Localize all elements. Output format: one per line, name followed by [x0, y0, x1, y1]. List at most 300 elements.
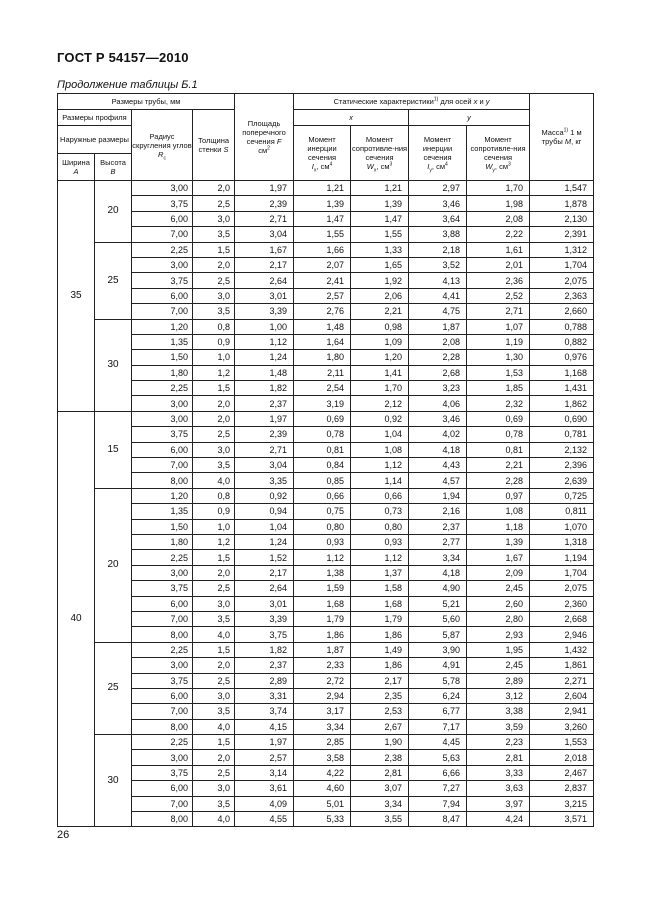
radius-cell: 8,00 [132, 812, 193, 827]
wx-cell: 1,14 [351, 473, 409, 488]
iy-cell: 7,17 [409, 719, 467, 734]
wx-cell: 2,06 [351, 288, 409, 303]
table-row [58, 288, 594, 303]
radius-cell: 1,50 [132, 519, 193, 534]
wall-cell: 1,0 [193, 519, 235, 534]
table-row [58, 719, 594, 734]
mass-cell: 3,215 [530, 796, 594, 811]
ix-cell: 0,75 [294, 504, 351, 519]
wy-cell: 1,30 [467, 350, 530, 365]
iy-cell: 4,02 [409, 427, 467, 442]
wy-cell: 2,21 [467, 458, 530, 473]
table-row [58, 334, 594, 349]
table-row [58, 381, 594, 396]
table-row [58, 673, 594, 688]
wx-cell: 3,55 [351, 812, 409, 827]
table-row [58, 796, 594, 811]
area-cell: 3,01 [235, 288, 294, 303]
ix-cell: 0,69 [294, 411, 351, 426]
wy-cell: 2,28 [467, 473, 530, 488]
wy-cell: 2,60 [467, 596, 530, 611]
iy-cell: 4,06 [409, 396, 467, 411]
wy-cell: 3,38 [467, 704, 530, 719]
table-row [58, 488, 594, 503]
wall-cell: 2,5 [193, 273, 235, 288]
wx-cell: 1,90 [351, 735, 409, 750]
radius-cell: 2,25 [132, 381, 193, 396]
height-cell: 20 [95, 488, 132, 642]
ix-cell: 1,48 [294, 319, 351, 334]
area-cell: 3,39 [235, 611, 294, 626]
ix-cell: 3,19 [294, 396, 351, 411]
wx-cell: 2,17 [351, 673, 409, 688]
mass-cell: 2,391 [530, 227, 594, 242]
table-row [58, 211, 594, 226]
wx-cell: 1,86 [351, 627, 409, 642]
radius-cell: 1,80 [132, 365, 193, 380]
table-row [58, 411, 594, 426]
ix-cell: 2,11 [294, 365, 351, 380]
wy-cell: 1,67 [467, 550, 530, 565]
table-row [58, 242, 594, 257]
wall-cell: 2,0 [193, 411, 235, 426]
area-cell: 2,57 [235, 750, 294, 765]
wx-cell: 3,34 [351, 796, 409, 811]
ix-cell: 0,78 [294, 427, 351, 442]
area-cell: 2,89 [235, 673, 294, 688]
header-pipe-dimensions: Размеры трубы, мм [58, 94, 235, 110]
iy-cell: 2,28 [409, 350, 467, 365]
mass-cell: 1,704 [530, 565, 594, 580]
wy-cell: 0,97 [467, 488, 530, 503]
mass-cell: 2,075 [530, 581, 594, 596]
area-cell: 1,12 [235, 334, 294, 349]
radius-cell: 3,00 [132, 257, 193, 272]
mass-cell: 2,660 [530, 304, 594, 319]
mass-cell: 1,070 [530, 519, 594, 534]
wall-cell: 3,5 [193, 304, 235, 319]
radius-cell: 3,75 [132, 427, 193, 442]
area-cell: 4,55 [235, 812, 294, 827]
mass-cell: 2,360 [530, 596, 594, 611]
area-cell: 4,09 [235, 796, 294, 811]
area-cell: 3,31 [235, 688, 294, 703]
area-cell: 3,14 [235, 765, 294, 780]
wx-cell: 1,68 [351, 596, 409, 611]
area-cell: 2,17 [235, 257, 294, 272]
radius-cell: 3,00 [132, 565, 193, 580]
wall-cell: 0,9 [193, 334, 235, 349]
area-cell: 2,71 [235, 211, 294, 226]
ix-cell: 0,93 [294, 534, 351, 549]
ix-cell: 1,39 [294, 196, 351, 211]
wall-cell: 2,5 [193, 673, 235, 688]
ix-cell: 0,84 [294, 458, 351, 473]
iy-cell: 2,77 [409, 534, 467, 549]
ix-cell: 3,58 [294, 750, 351, 765]
wall-cell: 1,5 [193, 735, 235, 750]
wy-cell: 1,53 [467, 365, 530, 380]
ix-cell: 2,94 [294, 688, 351, 703]
mass-cell: 3,260 [530, 719, 594, 734]
table-row [58, 688, 594, 703]
wx-cell: 2,67 [351, 719, 409, 734]
area-cell: 4,15 [235, 719, 294, 734]
area-cell: 1,24 [235, 534, 294, 549]
mass-cell: 1,878 [530, 196, 594, 211]
radius-cell: 6,00 [132, 688, 193, 703]
area-cell: 1,24 [235, 350, 294, 365]
iy-cell: 5,60 [409, 611, 467, 626]
table-row [58, 257, 594, 272]
table-caption: Продолжение таблицы Б.1 [57, 79, 198, 91]
wx-cell: 1,12 [351, 458, 409, 473]
ix-cell: 0,80 [294, 519, 351, 534]
table-row [58, 196, 594, 211]
wy-cell: 1,08 [467, 504, 530, 519]
wall-cell: 3,0 [193, 211, 235, 226]
radius-cell: 6,00 [132, 442, 193, 457]
mass-cell: 1,861 [530, 658, 594, 673]
page-number: 26 [57, 829, 70, 841]
table-row [58, 704, 594, 719]
radius-cell: 3,75 [132, 673, 193, 688]
wy-cell: 2,22 [467, 227, 530, 242]
header-area: Площадь поперечного сечения F $см^2$ [235, 94, 294, 181]
area-cell: 1,48 [235, 365, 294, 380]
wx-cell: 0,98 [351, 319, 409, 334]
ix-cell: 2,57 [294, 288, 351, 303]
wall-cell: 3,5 [193, 796, 235, 811]
header-mass: Масса$^{1)}$ 1 м трубы M, кг [530, 94, 594, 181]
area-cell: 2,64 [235, 581, 294, 596]
ix-cell: 1,55 [294, 227, 351, 242]
radius-cell: 3,00 [132, 411, 193, 426]
wx-cell: 1,41 [351, 365, 409, 380]
height-cell: 15 [95, 411, 132, 488]
header-resist-x: Момент сопротивле-ния сечения $W_x$, $см^3$ [351, 126, 409, 181]
mass-cell: 1,704 [530, 257, 594, 272]
mass-cell: 1,862 [530, 396, 594, 411]
radius-cell: 7,00 [132, 796, 193, 811]
table-row [58, 273, 594, 288]
wy-cell: 1,61 [467, 242, 530, 257]
ix-cell: 2,33 [294, 658, 351, 673]
area-cell: 1,52 [235, 550, 294, 565]
wx-cell: 2,21 [351, 304, 409, 319]
mass-cell: 2,363 [530, 288, 594, 303]
wx-cell: 1,08 [351, 442, 409, 457]
wy-cell: 4,24 [467, 812, 530, 827]
wall-cell: 0,8 [193, 488, 235, 503]
mass-cell: 1,168 [530, 365, 594, 380]
table-row [58, 812, 594, 827]
radius-cell: 7,00 [132, 227, 193, 242]
height-cell: 30 [95, 735, 132, 827]
wall-cell: 1,2 [193, 365, 235, 380]
table-row [58, 458, 594, 473]
area-cell: 2,39 [235, 427, 294, 442]
wy-cell: 2,71 [467, 304, 530, 319]
wy-cell: 3,63 [467, 781, 530, 796]
wy-cell: 2,93 [467, 627, 530, 642]
iy-cell: 3,46 [409, 411, 467, 426]
wx-cell: 2,38 [351, 750, 409, 765]
table-row [58, 735, 594, 750]
ix-cell: 2,07 [294, 257, 351, 272]
iy-cell: 5,63 [409, 750, 467, 765]
radius-cell: 2,25 [132, 242, 193, 257]
header-inertia-y: Момент инерции сечения $I_y$, $см^4$ [409, 126, 467, 181]
mass-cell: 1,194 [530, 550, 594, 565]
wx-cell: 1,09 [351, 334, 409, 349]
iy-cell: 5,21 [409, 596, 467, 611]
iy-cell: 2,97 [409, 181, 467, 196]
iy-cell: 7,94 [409, 796, 467, 811]
table-row [58, 611, 594, 626]
area-cell: 3,39 [235, 304, 294, 319]
radius-cell: 3,00 [132, 658, 193, 673]
wall-cell: 2,0 [193, 565, 235, 580]
ix-cell: 0,81 [294, 442, 351, 457]
iy-cell: 4,45 [409, 735, 467, 750]
wx-cell: 2,35 [351, 688, 409, 703]
radius-cell: 6,00 [132, 781, 193, 796]
wall-cell: 2,0 [193, 750, 235, 765]
table-row [58, 504, 594, 519]
ix-cell: 1,21 [294, 181, 351, 196]
wall-cell: 3,0 [193, 596, 235, 611]
table-row [58, 396, 594, 411]
ix-cell: 1,79 [294, 611, 351, 626]
height-cell: 20 [95, 181, 132, 243]
table-row [58, 596, 594, 611]
table-body [58, 181, 594, 827]
radius-cell: 1,80 [132, 534, 193, 549]
wall-cell: 1,5 [193, 242, 235, 257]
wy-cell: 2,23 [467, 735, 530, 750]
height-cell: 25 [95, 642, 132, 734]
mass-cell: 2,837 [530, 781, 594, 796]
wy-cell: 3,97 [467, 796, 530, 811]
radius-cell: 3,00 [132, 181, 193, 196]
iy-cell: 3,23 [409, 381, 467, 396]
area-cell: 1,00 [235, 319, 294, 334]
wall-cell: 4,0 [193, 627, 235, 642]
radius-cell: 6,00 [132, 596, 193, 611]
mass-cell: 2,946 [530, 627, 594, 642]
mass-cell: 2,639 [530, 473, 594, 488]
wall-cell: 2,5 [193, 196, 235, 211]
ix-cell: 5,01 [294, 796, 351, 811]
iy-cell: 2,68 [409, 365, 467, 380]
table-row [58, 181, 594, 196]
wy-cell: 2,81 [467, 750, 530, 765]
wall-cell: 1,2 [193, 534, 235, 549]
table-row [58, 627, 594, 642]
wy-cell: 2,08 [467, 211, 530, 226]
wy-cell: 1,39 [467, 534, 530, 549]
wall-cell: 1,5 [193, 550, 235, 565]
radius-cell: 2,25 [132, 642, 193, 657]
ix-cell: 5,33 [294, 812, 351, 827]
table-row [58, 781, 594, 796]
ix-cell: 1,86 [294, 627, 351, 642]
header-static: Статические характеристики$^{1)}$ для осей x и y [294, 94, 530, 110]
iy-cell: 4,75 [409, 304, 467, 319]
iy-cell: 4,18 [409, 565, 467, 580]
wy-cell: 0,78 [467, 427, 530, 442]
ix-cell: 2,85 [294, 735, 351, 750]
iy-cell: 3,46 [409, 196, 467, 211]
header-height: Высота B [95, 154, 132, 181]
wy-cell: 2,09 [467, 565, 530, 580]
table-row [58, 473, 594, 488]
radius-cell: 3,75 [132, 765, 193, 780]
area-cell: 1,82 [235, 642, 294, 657]
mass-cell: 2,604 [530, 688, 594, 703]
table-row [58, 565, 594, 580]
ix-cell: 0,66 [294, 488, 351, 503]
area-cell: 1,67 [235, 242, 294, 257]
iy-cell: 5,87 [409, 627, 467, 642]
ix-cell: 3,17 [294, 704, 351, 719]
wall-cell: 3,5 [193, 704, 235, 719]
iy-cell: 4,18 [409, 442, 467, 457]
wall-cell: 3,5 [193, 458, 235, 473]
mass-cell: 2,668 [530, 611, 594, 626]
wx-cell: 1,33 [351, 242, 409, 257]
iy-cell: 2,08 [409, 334, 467, 349]
area-cell: 2,71 [235, 442, 294, 457]
ix-cell: 2,41 [294, 273, 351, 288]
area-cell: 3,35 [235, 473, 294, 488]
table-row [58, 534, 594, 549]
wx-cell: 0,93 [351, 534, 409, 549]
wx-cell: 1,47 [351, 211, 409, 226]
radius-cell: 3,00 [132, 396, 193, 411]
mass-cell: 0,690 [530, 411, 594, 426]
radius-cell: 8,00 [132, 473, 193, 488]
iy-cell: 4,91 [409, 658, 467, 673]
mass-cell: 2,467 [530, 765, 594, 780]
radius-cell: 1,20 [132, 488, 193, 503]
iy-cell: 2,18 [409, 242, 467, 257]
area-cell: 1,97 [235, 411, 294, 426]
radius-cell: 8,00 [132, 627, 193, 642]
wall-cell: 0,9 [193, 504, 235, 519]
area-cell: 0,92 [235, 488, 294, 503]
ix-cell: 1,47 [294, 211, 351, 226]
ix-cell: 1,64 [294, 334, 351, 349]
wx-cell: 1,04 [351, 427, 409, 442]
area-cell: 1,82 [235, 381, 294, 396]
iy-cell: 3,64 [409, 211, 467, 226]
table-row [58, 304, 594, 319]
wall-cell: 0,8 [193, 319, 235, 334]
wx-cell: 2,12 [351, 396, 409, 411]
table-row [58, 642, 594, 657]
wall-cell: 4,0 [193, 473, 235, 488]
mass-cell: 1,318 [530, 534, 594, 549]
header-radius: Радиус скругления углов $R_c$ [132, 110, 193, 181]
radius-cell: 3,75 [132, 581, 193, 596]
wx-cell: 0,66 [351, 488, 409, 503]
wy-cell: 1,95 [467, 642, 530, 657]
table-row [58, 765, 594, 780]
radius-cell: 1,50 [132, 350, 193, 365]
iy-cell: 5,78 [409, 673, 467, 688]
iy-cell: 1,87 [409, 319, 467, 334]
table-row [58, 227, 594, 242]
area-cell: 1,04 [235, 519, 294, 534]
area-cell: 3,04 [235, 227, 294, 242]
wy-cell: 2,45 [467, 658, 530, 673]
area-cell: 1,97 [235, 181, 294, 196]
wx-cell: 2,53 [351, 704, 409, 719]
wy-cell: 2,45 [467, 581, 530, 596]
radius-cell: 7,00 [132, 704, 193, 719]
header-profile-dimensions: Размеры профиля [58, 110, 132, 126]
wall-cell: 2,0 [193, 396, 235, 411]
area-cell: 3,04 [235, 458, 294, 473]
ix-cell: 1,12 [294, 550, 351, 565]
mass-cell: 1,553 [530, 735, 594, 750]
iy-cell: 3,34 [409, 550, 467, 565]
wx-cell: 3,07 [351, 781, 409, 796]
area-cell: 3,01 [235, 596, 294, 611]
table-row [58, 365, 594, 380]
wy-cell: 1,18 [467, 519, 530, 534]
wy-cell: 2,32 [467, 396, 530, 411]
ix-cell: 1,59 [294, 581, 351, 596]
wx-cell: 0,80 [351, 519, 409, 534]
iy-cell: 4,41 [409, 288, 467, 303]
iy-cell: 6,77 [409, 704, 467, 719]
ix-cell: 4,60 [294, 781, 351, 796]
radius-cell: 6,00 [132, 288, 193, 303]
mass-cell: 1,432 [530, 642, 594, 657]
ix-cell: 1,66 [294, 242, 351, 257]
iy-cell: 6,66 [409, 765, 467, 780]
area-cell: 2,64 [235, 273, 294, 288]
mass-cell: 1,547 [530, 181, 594, 196]
wy-cell: 1,98 [467, 196, 530, 211]
area-cell: 3,75 [235, 627, 294, 642]
wall-cell: 1,5 [193, 381, 235, 396]
wx-cell: 0,73 [351, 504, 409, 519]
wx-cell: 1,37 [351, 565, 409, 580]
iy-cell: 4,57 [409, 473, 467, 488]
header-outer-dimensions: Наружные размеры [58, 126, 132, 154]
iy-cell: 2,16 [409, 504, 467, 519]
wall-cell: 2,0 [193, 257, 235, 272]
mass-cell: 3,571 [530, 812, 594, 827]
wy-cell: 1,85 [467, 381, 530, 396]
height-cell: 30 [95, 319, 132, 411]
radius-cell: 7,00 [132, 458, 193, 473]
radius-cell: 1,35 [132, 504, 193, 519]
width-cell: 35 [58, 181, 95, 412]
header-axis-x: x [294, 110, 409, 126]
wx-cell: 1,21 [351, 181, 409, 196]
area-cell: 1,97 [235, 735, 294, 750]
wx-cell: 1,55 [351, 227, 409, 242]
wall-cell: 3,0 [193, 688, 235, 703]
wx-cell: 1,12 [351, 550, 409, 565]
width-cell: 40 [58, 411, 95, 827]
wall-cell: 3,0 [193, 781, 235, 796]
